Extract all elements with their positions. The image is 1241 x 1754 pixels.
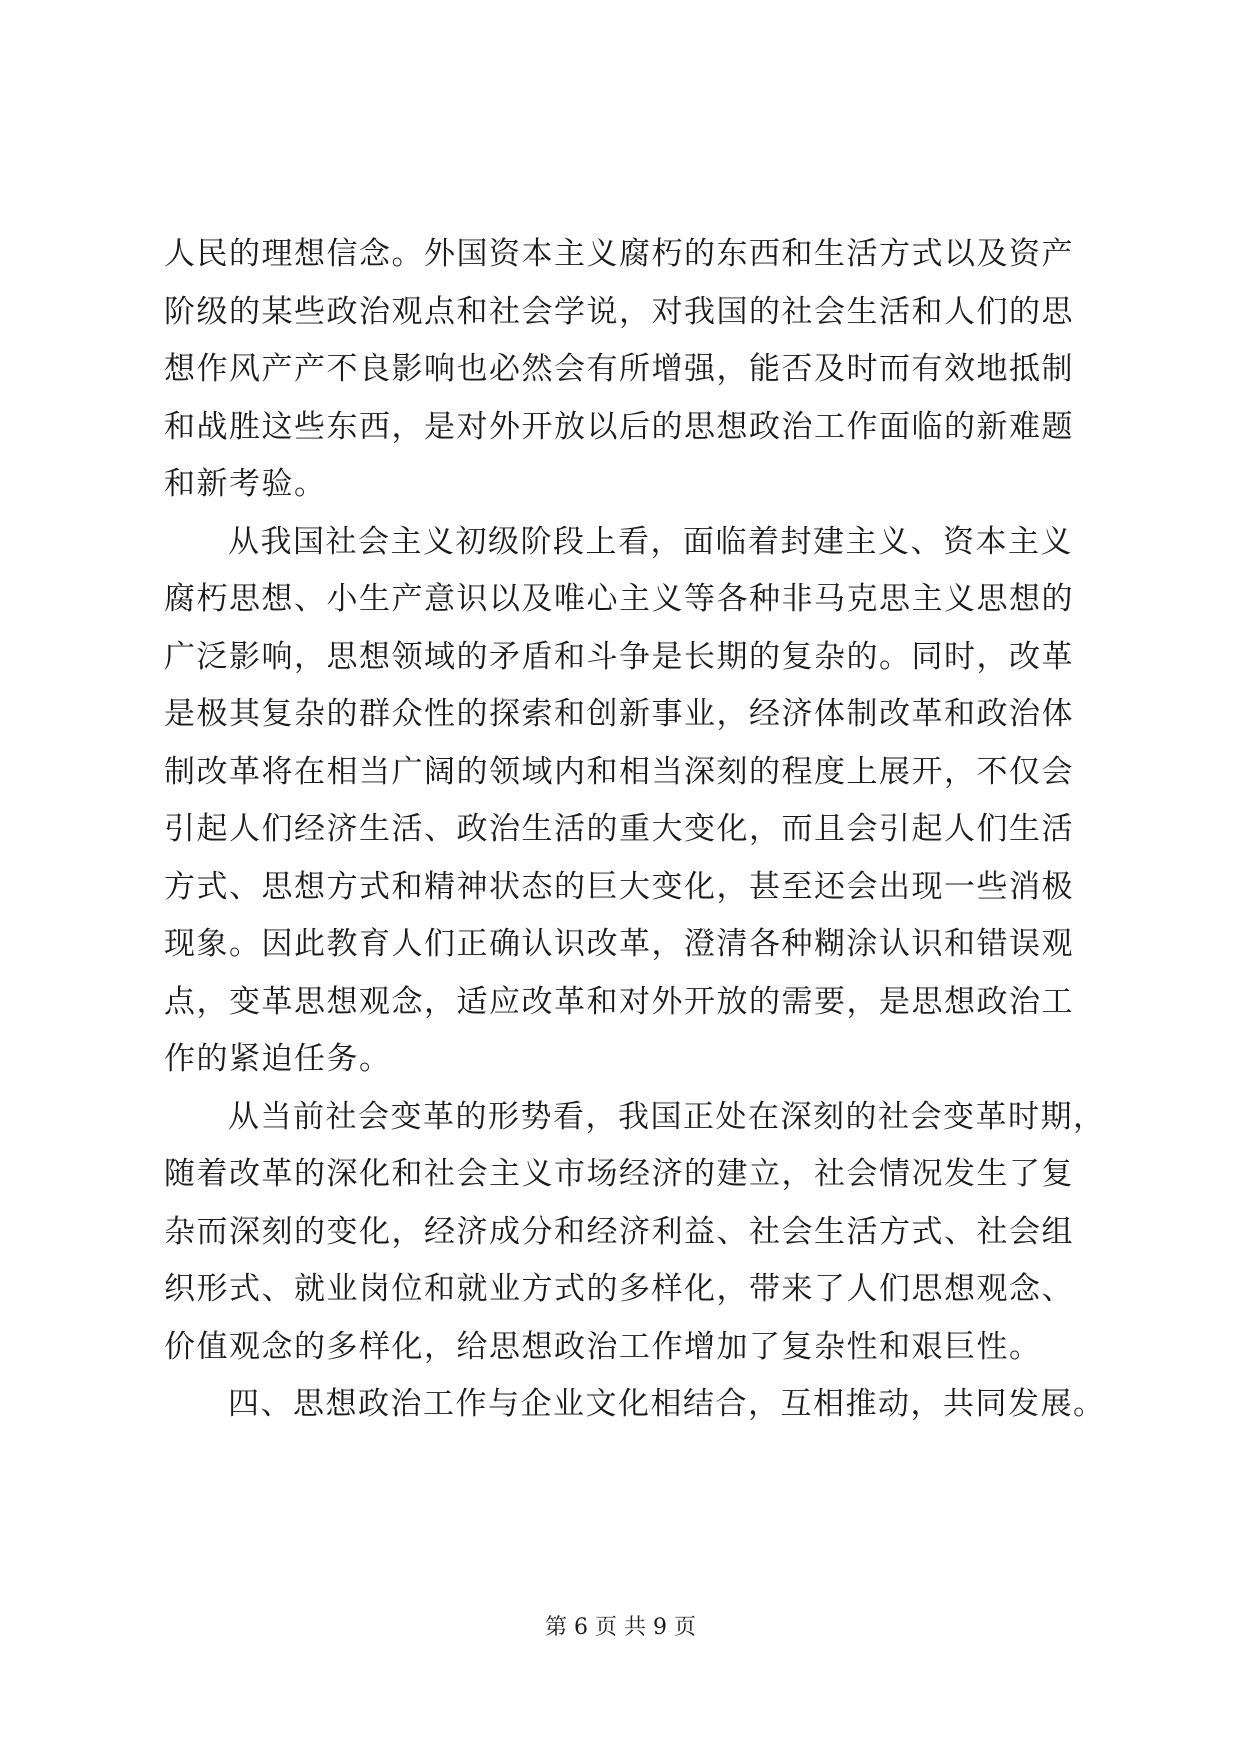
page-number-footer: 第 6 页 共 9 页 xyxy=(545,1615,696,1640)
text-line: 价值观念的多样化，给思想政治工作增加了复杂性和艰巨性。 xyxy=(164,1328,1042,1365)
text-line: 和战胜这些东西，是对外开放以后的思想政治工作面临的新难题 xyxy=(164,408,1074,445)
text-line: 制改革将在相当广阔的领域内和相当深刻的程度上展开，不仅会 xyxy=(164,753,1074,790)
text-line: 想作风产产不良影响也必然会有所增强，能否及时而有效地抵制 xyxy=(164,351,1074,387)
text-line: 点，变革思想观念，适应改革和对外开放的需要，是思想政治工 xyxy=(164,983,1074,1020)
text-line: 和新考验。 xyxy=(164,466,327,502)
text-line: 广泛影响，思想领域的矛盾和斗争是长期的复杂的。同时，改革 xyxy=(164,638,1074,675)
text-line: 方式、思想方式和精神状态的巨大变化，甚至还会出现一些消极 xyxy=(164,868,1074,905)
body-text xyxy=(164,226,1106,1434)
text-line: 随着改革的深化和社会主义市场经济的建立，社会情况发生了复 xyxy=(164,1156,1074,1192)
text-line: 人民的理想信念。外国资本主义腐朽的东西和生活方式以及资产 xyxy=(164,236,1074,272)
text-line: 是极其复杂的群众性的探索和创新事业，经济体制改革和政治体 xyxy=(164,696,1074,732)
text-line: 阶级的某些政治观点和社会学说，对我国的社会生活和人们的思 xyxy=(164,293,1074,330)
text-line: 四、思想政治工作与企业文化相结合，互相推动，共同发展。 xyxy=(228,1386,1106,1422)
text-line: 从我国社会主义初级阶段上看，面临着封建主义、资本主义 xyxy=(228,523,1073,560)
text-line: 从当前社会变革的形势看，我国正处在深刻的社会变革时期， xyxy=(228,1098,1106,1135)
text-line: 引起人们经济生活、政治生活的重大变化，而且会引起人们生活 xyxy=(164,811,1074,847)
text-line: 腐朽思想、小生产意识以及唯心主义等各种非马克思主义思想的 xyxy=(164,581,1074,617)
text-line: 现象。因此教育人们正确认识改革，澄清各种糊涂认识和错误观 xyxy=(164,926,1074,962)
text-line: 织形式、就业岗位和就业方式的多样化，带来了人们思想观念、 xyxy=(164,1271,1074,1307)
text-line: 杂而深刻的变化，经济成分和经济利益、社会生活方式、社会组 xyxy=(164,1213,1074,1250)
text-line: 作的紧迫任务。 xyxy=(164,1041,392,1077)
